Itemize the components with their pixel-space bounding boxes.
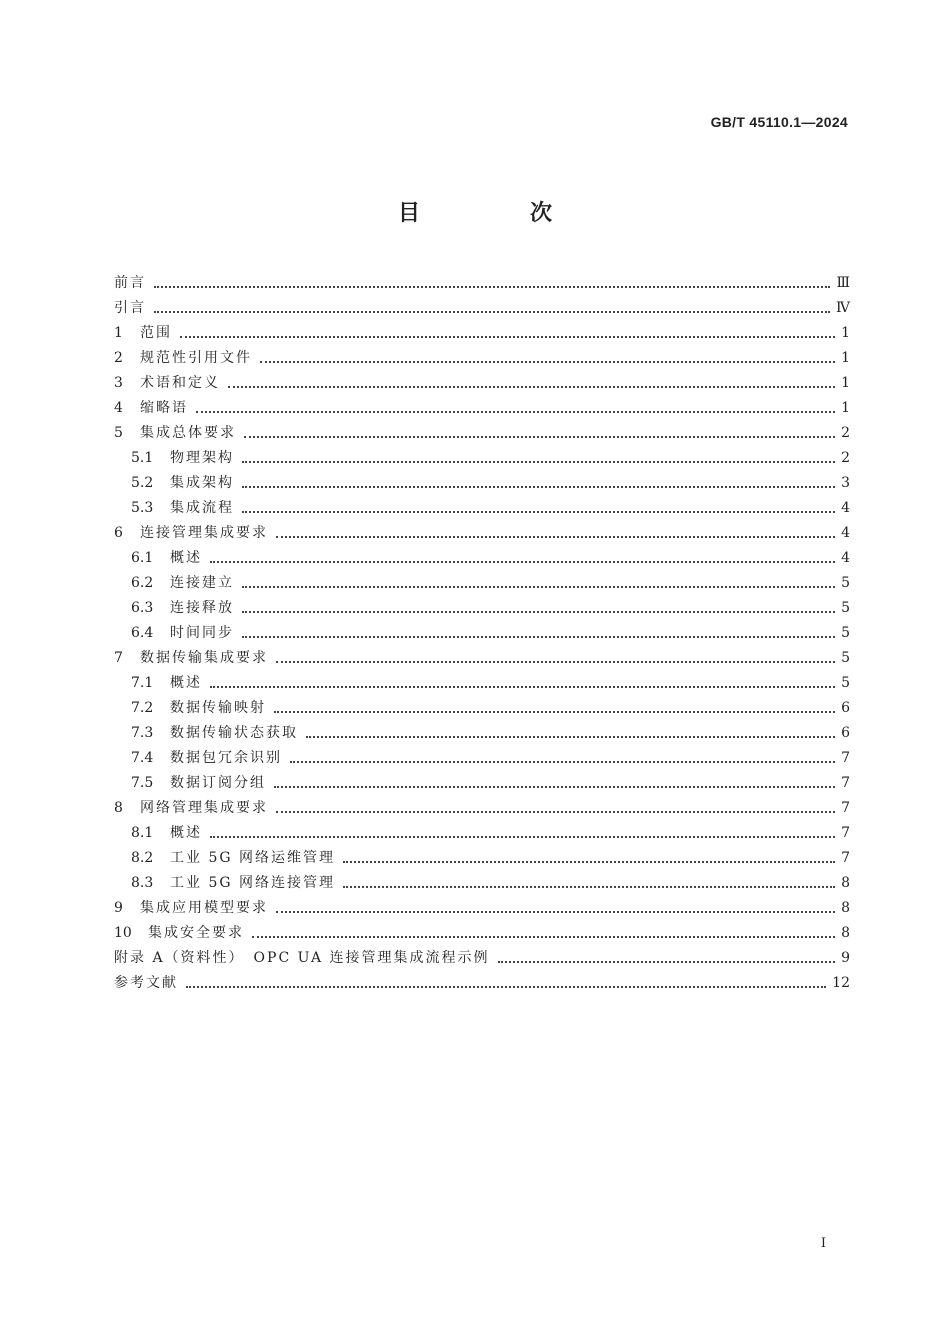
- toc-entry-number: 5: [114, 425, 123, 441]
- toc-entry[interactable]: [114, 921, 850, 946]
- toc-entry-number: 5.1: [131, 450, 154, 466]
- toc-entry[interactable]: [114, 396, 850, 421]
- toc-entry-page: 1: [841, 325, 850, 341]
- dot-leader: [210, 686, 835, 688]
- toc-entry-page: 6: [841, 700, 850, 716]
- toc-entry[interactable]: [114, 971, 850, 996]
- toc-entry-number: 8.2: [131, 850, 154, 866]
- toc-entry-page: 2: [841, 425, 850, 441]
- toc-entry-title: 数据传输集成要求: [140, 650, 268, 666]
- dot-leader: [290, 761, 835, 763]
- dot-leader: [276, 536, 835, 538]
- dot-leader: [196, 411, 835, 413]
- toc-entry-page: 1: [841, 400, 850, 416]
- toc-entry-number: 8.3: [131, 875, 154, 891]
- dot-leader: [343, 861, 835, 863]
- toc-entry-title: 概述: [170, 675, 202, 691]
- toc-entry[interactable]: [114, 696, 850, 721]
- dot-leader: [186, 986, 826, 988]
- toc-entry-number: 2: [114, 350, 123, 366]
- toc-entry-title: 集成安全要求: [148, 925, 244, 941]
- toc-entry-number: 8.1: [131, 825, 154, 841]
- toc-entry-page: 5: [841, 675, 850, 691]
- toc-entry-page: 9: [841, 950, 850, 966]
- toc-entry-page: 2: [841, 450, 850, 466]
- toc-entry-title: 连接释放: [170, 600, 234, 616]
- toc-entry-page: 1: [841, 350, 850, 366]
- toc-entry[interactable]: [114, 646, 850, 671]
- toc-title: 目 次: [397, 201, 596, 226]
- toc-entry-number: 7.3: [131, 725, 154, 741]
- toc-entry-title: 引言: [114, 300, 146, 316]
- toc-entry[interactable]: [114, 946, 850, 971]
- dot-leader: [154, 311, 830, 313]
- toc-entry-page: 5: [841, 650, 850, 666]
- toc-entry-number: 7.4: [131, 750, 154, 766]
- toc-entry-page: 4: [841, 550, 850, 566]
- dot-leader: [210, 836, 835, 838]
- dot-leader: [276, 911, 835, 913]
- toc-entry-number: 4: [114, 400, 123, 416]
- toc-entry-title: 工业 5G 网络连接管理: [170, 875, 335, 891]
- toc-entry-title: 参考文献: [114, 975, 178, 991]
- toc-entry[interactable]: [114, 321, 850, 346]
- toc-entry-page: 5: [841, 575, 850, 591]
- toc-entry-number: 6.1: [131, 550, 154, 566]
- toc-entry-number: 1: [114, 325, 123, 341]
- toc-entry[interactable]: [114, 746, 850, 771]
- toc-entry-page: 4: [841, 500, 850, 516]
- toc-entry[interactable]: [114, 671, 850, 696]
- toc-entry-title: 概述: [170, 825, 202, 841]
- dot-leader: [242, 511, 835, 513]
- toc-entry-page: 4: [841, 525, 850, 541]
- toc-entry-title: 集成总体要求: [140, 425, 236, 441]
- toc-entry-title: 范围: [140, 325, 172, 341]
- toc-entry[interactable]: [114, 571, 850, 596]
- toc-entry-page: Ⅳ: [836, 300, 850, 316]
- dot-leader: [242, 611, 835, 613]
- toc-entry[interactable]: [114, 496, 850, 521]
- toc-entry-number: 7.1: [131, 675, 154, 691]
- toc-entry-title: 数据包冗余识别: [170, 750, 282, 766]
- dot-leader: [260, 361, 835, 363]
- dot-leader: [154, 286, 830, 288]
- toc-entry[interactable]: [114, 771, 850, 796]
- toc-entry-page: 8: [841, 875, 850, 891]
- toc-entry[interactable]: [114, 371, 850, 396]
- toc-entry-title: 集成流程: [170, 500, 234, 516]
- toc-entry-number: 6.3: [131, 600, 154, 616]
- toc-entry-title: 连接建立: [170, 575, 234, 591]
- toc-entry-page: 8: [841, 925, 850, 941]
- toc-entry-page: Ⅲ: [836, 275, 850, 291]
- dot-leader: [276, 661, 835, 663]
- toc-entry-title: 网络管理集成要求: [140, 800, 268, 816]
- toc-entry-number: 7.5: [131, 775, 154, 791]
- toc-entry-title: 数据订阅分组: [170, 775, 266, 791]
- toc-entry[interactable]: [114, 621, 850, 646]
- toc-entry-number: 5.3: [131, 500, 154, 516]
- toc-entry-title: 概述: [170, 550, 202, 566]
- toc-entry-number: 6: [114, 525, 123, 541]
- toc-entry[interactable]: [114, 821, 850, 846]
- dot-leader: [180, 336, 835, 338]
- toc-entry[interactable]: [114, 271, 850, 296]
- toc-entry-page: 7: [841, 800, 850, 816]
- toc-entry[interactable]: [114, 596, 850, 621]
- dot-leader: [276, 811, 835, 813]
- toc-entry[interactable]: [114, 846, 850, 871]
- toc-entry-title: 时间同步: [170, 625, 234, 641]
- toc-entry-number: 6.4: [131, 625, 154, 641]
- toc-entry[interactable]: [114, 471, 850, 496]
- toc-entry-page: 5: [841, 600, 850, 616]
- footer-page-number: I: [820, 1236, 826, 1251]
- toc-entry-number: 8: [114, 800, 123, 816]
- toc-entry-page: 7: [841, 850, 850, 866]
- toc-entry-page: 6: [841, 725, 850, 741]
- toc-entry-number: 5.2: [131, 475, 154, 491]
- toc-entry-page: 3: [841, 475, 850, 491]
- toc-entry[interactable]: [114, 546, 850, 571]
- dot-leader: [242, 636, 835, 638]
- dot-leader: [242, 486, 835, 488]
- toc-entry-title: 数据传输状态获取: [170, 725, 298, 741]
- toc-entry[interactable]: [114, 521, 850, 546]
- toc-entry-page: 7: [841, 825, 850, 841]
- toc-entry-title: 工业 5G 网络运维管理: [170, 850, 335, 866]
- toc-entry-page: 7: [841, 750, 850, 766]
- toc-entry-title: 集成架构: [170, 475, 234, 491]
- toc-entry-page: 5: [841, 625, 850, 641]
- toc-entry-number: 3: [114, 375, 123, 391]
- dot-leader: [210, 561, 835, 563]
- dot-leader: [498, 961, 836, 963]
- toc-entry-title: 前言: [114, 275, 146, 291]
- toc-entry-title: 物理架构: [170, 450, 234, 466]
- toc-entry[interactable]: [114, 721, 850, 746]
- toc-entry-number: 7.2: [131, 700, 154, 716]
- dot-leader: [306, 736, 835, 738]
- toc-entry[interactable]: [114, 446, 850, 471]
- dot-leader: [343, 886, 835, 888]
- dot-leader: [242, 586, 835, 588]
- toc-entry-title: 规范性引用文件: [140, 350, 252, 366]
- toc-entry-number: 7: [114, 650, 123, 666]
- toc-entry-title: 术语和定义: [140, 375, 220, 391]
- toc-entry-title: 缩略语: [140, 400, 188, 416]
- dot-leader: [228, 386, 835, 388]
- toc-entry[interactable]: [114, 896, 850, 921]
- toc-entry-number: 6.2: [131, 575, 154, 591]
- toc-entry-page: 7: [841, 775, 850, 791]
- table-of-contents: [114, 271, 850, 996]
- toc-entry-page: 12: [832, 975, 850, 991]
- toc-entry-page: 1: [841, 375, 850, 391]
- toc-entry[interactable]: [114, 796, 850, 821]
- dot-leader: [244, 436, 835, 438]
- dot-leader: [242, 461, 835, 463]
- toc-entry-title: 集成应用模型要求: [140, 900, 268, 916]
- toc-entry-number: 10: [114, 925, 132, 941]
- toc-entry-title: 数据传输映射: [170, 700, 266, 716]
- toc-entry-title: 连接管理集成要求: [140, 525, 268, 541]
- toc-entry-number: 9: [114, 900, 123, 916]
- dot-leader: [274, 711, 835, 713]
- toc-entry[interactable]: [114, 421, 850, 446]
- toc-entry-title: 附录 A（资料性） OPC UA 连接管理集成流程示例: [114, 950, 490, 966]
- toc-entry[interactable]: [114, 346, 850, 371]
- toc-entry[interactable]: [114, 871, 850, 896]
- dot-leader: [252, 936, 835, 938]
- standard-number: GB/T 45110.1—2024: [710, 114, 848, 130]
- dot-leader: [274, 786, 835, 788]
- toc-entry[interactable]: [114, 296, 850, 321]
- toc-entry-page: 8: [841, 900, 850, 916]
